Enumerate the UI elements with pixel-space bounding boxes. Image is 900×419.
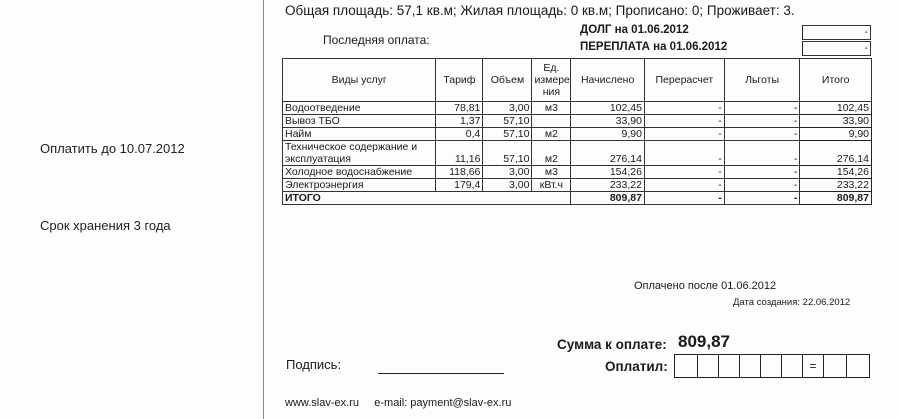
table-row [283,128,872,141]
services-table [282,58,872,205]
unit [532,115,571,128]
service-name: Холодное водоснабжение [283,166,436,179]
unit: кВт.ч [532,179,571,192]
recalc: - [644,179,724,192]
signature-line[interactable] [378,373,504,374]
pay-until: Оплатить до 10.07.2012 [40,141,185,156]
benefits: - [724,166,800,179]
service-name: Водоотведение [283,102,436,115]
pay-cell[interactable] [781,354,803,378]
benefits: - [724,141,800,166]
area-info: Общая площадь: 57,1 кв.м; Жилая площадь: 0 кв.м; Прописано: 0; Проживает: 3. [285,3,795,18]
table-row [283,102,872,115]
site-link[interactable]: www.slav-ex.ru [285,397,359,409]
col-benefits: Льготы [724,59,800,102]
tariff: 78,81 [436,102,483,115]
tariff: 118,66 [436,166,483,179]
table-header-row [283,59,872,102]
col-unit: Ед. измере ния [532,59,571,102]
recalc: - [644,102,724,115]
total: 33,90 [800,115,872,128]
overpay-value: - [802,41,871,56]
charged: 9,90 [571,128,645,141]
created-date: Дата создания: 22.06.2012 [733,297,851,308]
pay-cell[interactable] [674,354,698,378]
storage-term: Срок хранения 3 года [40,218,171,233]
charged: 154,26 [571,166,645,179]
debt-value: - [802,25,871,40]
table-row [283,179,872,192]
tariff: 1,37 [436,115,483,128]
recalc: - [644,166,724,179]
unit: м2 [532,141,571,166]
pay-cell[interactable] [760,354,782,378]
table-row [283,141,872,166]
col-volume: Объем [483,59,532,102]
recalc: - [644,141,724,166]
total-recalc: - [644,192,724,205]
table-row [283,166,872,179]
debt-label: ДОЛГ на 01.06.2012 [580,24,689,36]
signature-label: Подпись: [286,357,342,372]
col-recalc: Перерасчет [644,59,724,102]
pay-cell[interactable] [846,354,870,378]
recalc: - [644,128,724,141]
service-name: Техническое содержание и эксплуатация [283,141,436,166]
pay-cell[interactable] [823,354,847,378]
unit: м3 [532,102,571,115]
unit: м2 [532,128,571,141]
total: 233,22 [800,179,872,192]
sum-value: 809,87 [678,332,730,351]
sum-label: Сумма к оплате: [557,337,667,352]
paid-after: Оплачено после 01.06.2012 [634,280,777,292]
total: 102,45 [800,102,872,115]
col-total: Итого [800,59,872,102]
volume: 57,10 [483,141,532,166]
charged: 102,45 [571,102,645,115]
service-name: Электроэнергия [283,179,436,192]
total-row [283,192,872,205]
email-link[interactable]: e-mail: payment@slav-ex.ru [374,397,512,409]
pay-cell[interactable] [739,354,761,378]
volume: 3,00 [483,166,532,179]
charged: 233,22 [571,179,645,192]
col-service: Виды услуг [283,59,436,102]
recalc: - [644,115,724,128]
footer [285,397,511,409]
volume: 57,10 [483,115,532,128]
col-charged: Начислено [571,59,645,102]
total: 9,90 [800,128,872,141]
volume: 3,00 [483,102,532,115]
total-label: ИТОГО [283,192,571,205]
service-name: Вывоз ТБО [283,115,436,128]
pay-cell[interactable] [697,354,719,378]
charged: 33,90 [571,115,645,128]
paid-label: Оплатил: [605,359,668,374]
total: 276,14 [800,141,872,166]
overpay-label: ПЕРЕПЛАТА на 01.06.2012 [580,41,728,53]
benefits: - [724,179,800,192]
volume: 3,00 [483,179,532,192]
pay-equals: = [802,354,824,378]
benefits: - [724,115,800,128]
volume: 57,10 [483,128,532,141]
last-payment-label: Последняя оплата: [323,33,430,47]
charged: 276,14 [571,141,645,166]
benefits: - [724,128,800,141]
service-name: Найм [283,128,436,141]
tariff: 11,16 [436,141,483,166]
total-benefits: - [724,192,800,205]
total: 154,26 [800,166,872,179]
grand-total: 809,87 [800,192,872,205]
table-row [283,115,872,128]
pay-cell[interactable] [718,354,740,378]
tear-line [263,0,264,419]
total-charged: 809,87 [571,192,645,205]
tariff: 0,4 [436,128,483,141]
unit: м3 [532,166,571,179]
col-tariff: Тариф [436,59,483,102]
tariff: 179,4 [436,179,483,192]
benefits: - [724,102,800,115]
